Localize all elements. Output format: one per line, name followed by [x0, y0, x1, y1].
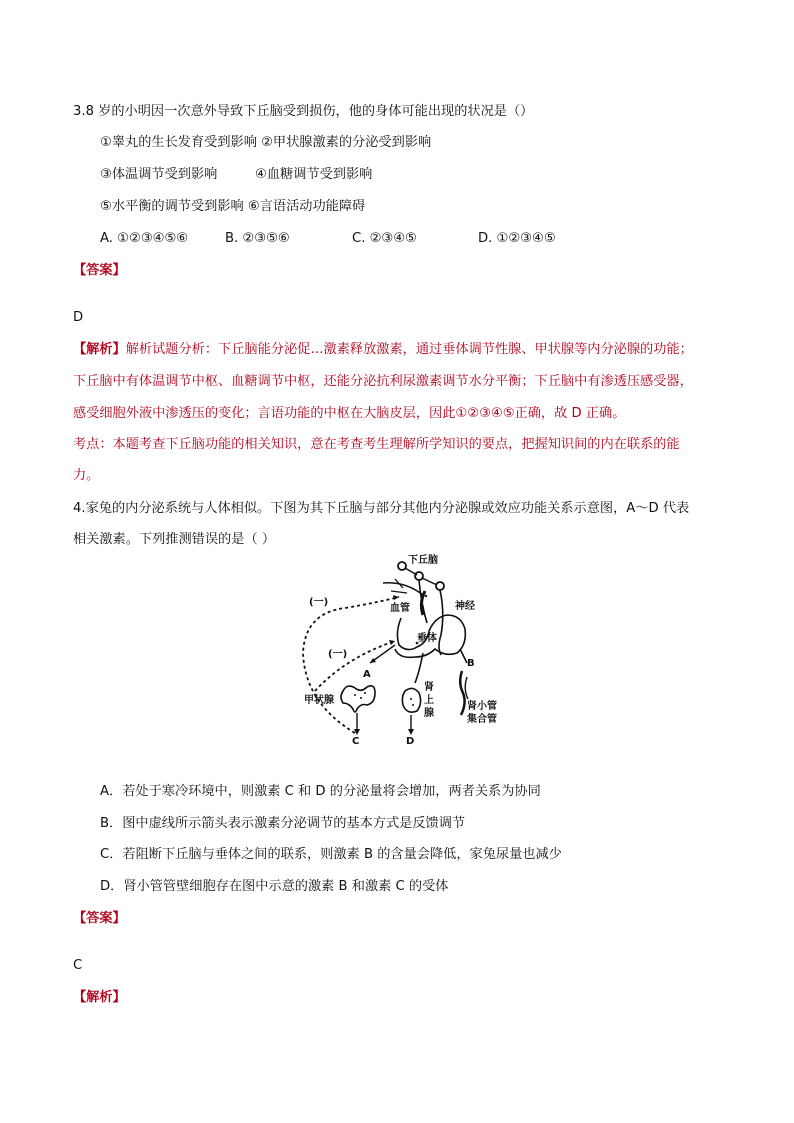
- q3-stem: 3.8 岁的小明因一次意外导致下丘脑受到损伤，他的身体可能出现的状况是（）: [73, 104, 534, 119]
- q4-stem-line1: 4.家兔的内分泌系统与人体相似。下图为其下丘脑与部分其他内分泌腺或效应功能关系示意图，A～D 代表: [73, 501, 690, 516]
- q3-option-a: A. ①②③④⑤⑥: [100, 231, 189, 246]
- label-tubule-2: 集合管: [467, 714, 497, 725]
- label-pituitary: 垂体: [417, 633, 437, 644]
- label-A: A: [363, 669, 371, 680]
- label-tubule-1: 肾小管: [467, 701, 497, 712]
- q3-items-row1: ①睾丸的生长发育受到影响 ②甲状腺激素的分泌受到影响: [100, 135, 432, 150]
- label-B: B: [467, 658, 475, 669]
- q4-option-b: B．图中虚线所示箭头表示激素分泌调节的基本方式是反馈调节: [100, 816, 466, 831]
- q4-analysis-label: 【解析】: [73, 990, 126, 1005]
- neuron-body-1: [398, 562, 406, 570]
- feedback-dashed-2: [315, 641, 395, 691]
- label-nerve: 神经: [455, 601, 475, 612]
- q3-analysis-line3: 感受细胞外液中渗透压的变化；言语功能的中枢在大脑皮层，因此①②③④⑤正确，故 D 正确。: [73, 406, 626, 421]
- q3-answer-label: 【答案】: [73, 263, 126, 278]
- q4-option-d: D．肾小管管壁细胞存在图中示意的激素 B 和激素 C 的受体: [100, 879, 449, 894]
- q4-answer-label: 【答案】: [73, 911, 126, 926]
- label-hypothalamus: 下丘脑: [408, 555, 438, 566]
- q4-answer: C: [73, 958, 83, 973]
- q4-option-c: C．若阻断下丘脑与垂体之间的联系，则激素 B 的含量会降低，家兔尿量也减少: [100, 847, 562, 862]
- q3-analysis-text1: 解析试题分析：下丘脑能分泌促…激素释放激素，通过垂体调节性腺、甲状腺等内分泌腺的功能；: [125, 342, 693, 357]
- neuron-body-2: [415, 572, 423, 580]
- q3-kaodian-line2: 力。: [73, 468, 100, 483]
- q3-option-d: D. ①②③④⑤: [478, 231, 556, 246]
- thyroid-gland: [341, 686, 375, 712]
- q3-items-row2a: ③体温调节受到影响: [100, 167, 218, 182]
- label-C: C: [352, 736, 360, 745]
- label-vessel: 血管: [390, 603, 410, 614]
- endocrine-diagram: [295, 553, 507, 745]
- renal-tubule: [460, 671, 464, 715]
- q3-kaodian-line1: 考点：本题考查下丘脑功能的相关知识，意在考查考生理解所学知识的要点，把握知识间的内在联系的能: [73, 437, 680, 452]
- q3-option-c: C. ②③④⑤: [352, 231, 417, 246]
- q3-option-b: B. ②③⑤⑥: [225, 231, 290, 246]
- label-D: D: [406, 736, 415, 745]
- q3-analysis-line2: 下丘脑中有体温调节中枢、血糖调节中枢，还能分泌抗利尿激素调节水分平衡；下丘脑中有渗透压感受器，: [73, 374, 693, 389]
- label-adrenal-1: 肾: [424, 682, 434, 693]
- adrenal-gland: [402, 688, 420, 712]
- q3-analysis-label: 【解析】: [73, 342, 126, 357]
- q3-items-row2b: ④血糖调节受到影响: [255, 167, 373, 182]
- q3-answer: D: [73, 310, 84, 325]
- q3-analysis-line1: [73, 341, 693, 359]
- label-adrenal-2: 上: [424, 695, 434, 706]
- label-adrenal-3: 腺: [424, 708, 434, 719]
- label-minus-top: (一): [309, 597, 329, 608]
- label-minus-mid: (一): [328, 649, 348, 660]
- feedback-dashed-1: [303, 597, 399, 733]
- q4-stem-line2: 相关激素。下列推测错误的是（ ）: [73, 532, 276, 547]
- q3-items-row3: ⑤水平衡的调节受到影响 ⑥言语活动功能障碍: [100, 199, 366, 214]
- q4-option-a: A．若处于寒冷环境中，则激素 C 和 D 的分泌量将会增加，两者关系为协同: [100, 784, 541, 799]
- label-thyroid: 甲状腺: [304, 695, 334, 706]
- neuron-body-3: [436, 582, 444, 590]
